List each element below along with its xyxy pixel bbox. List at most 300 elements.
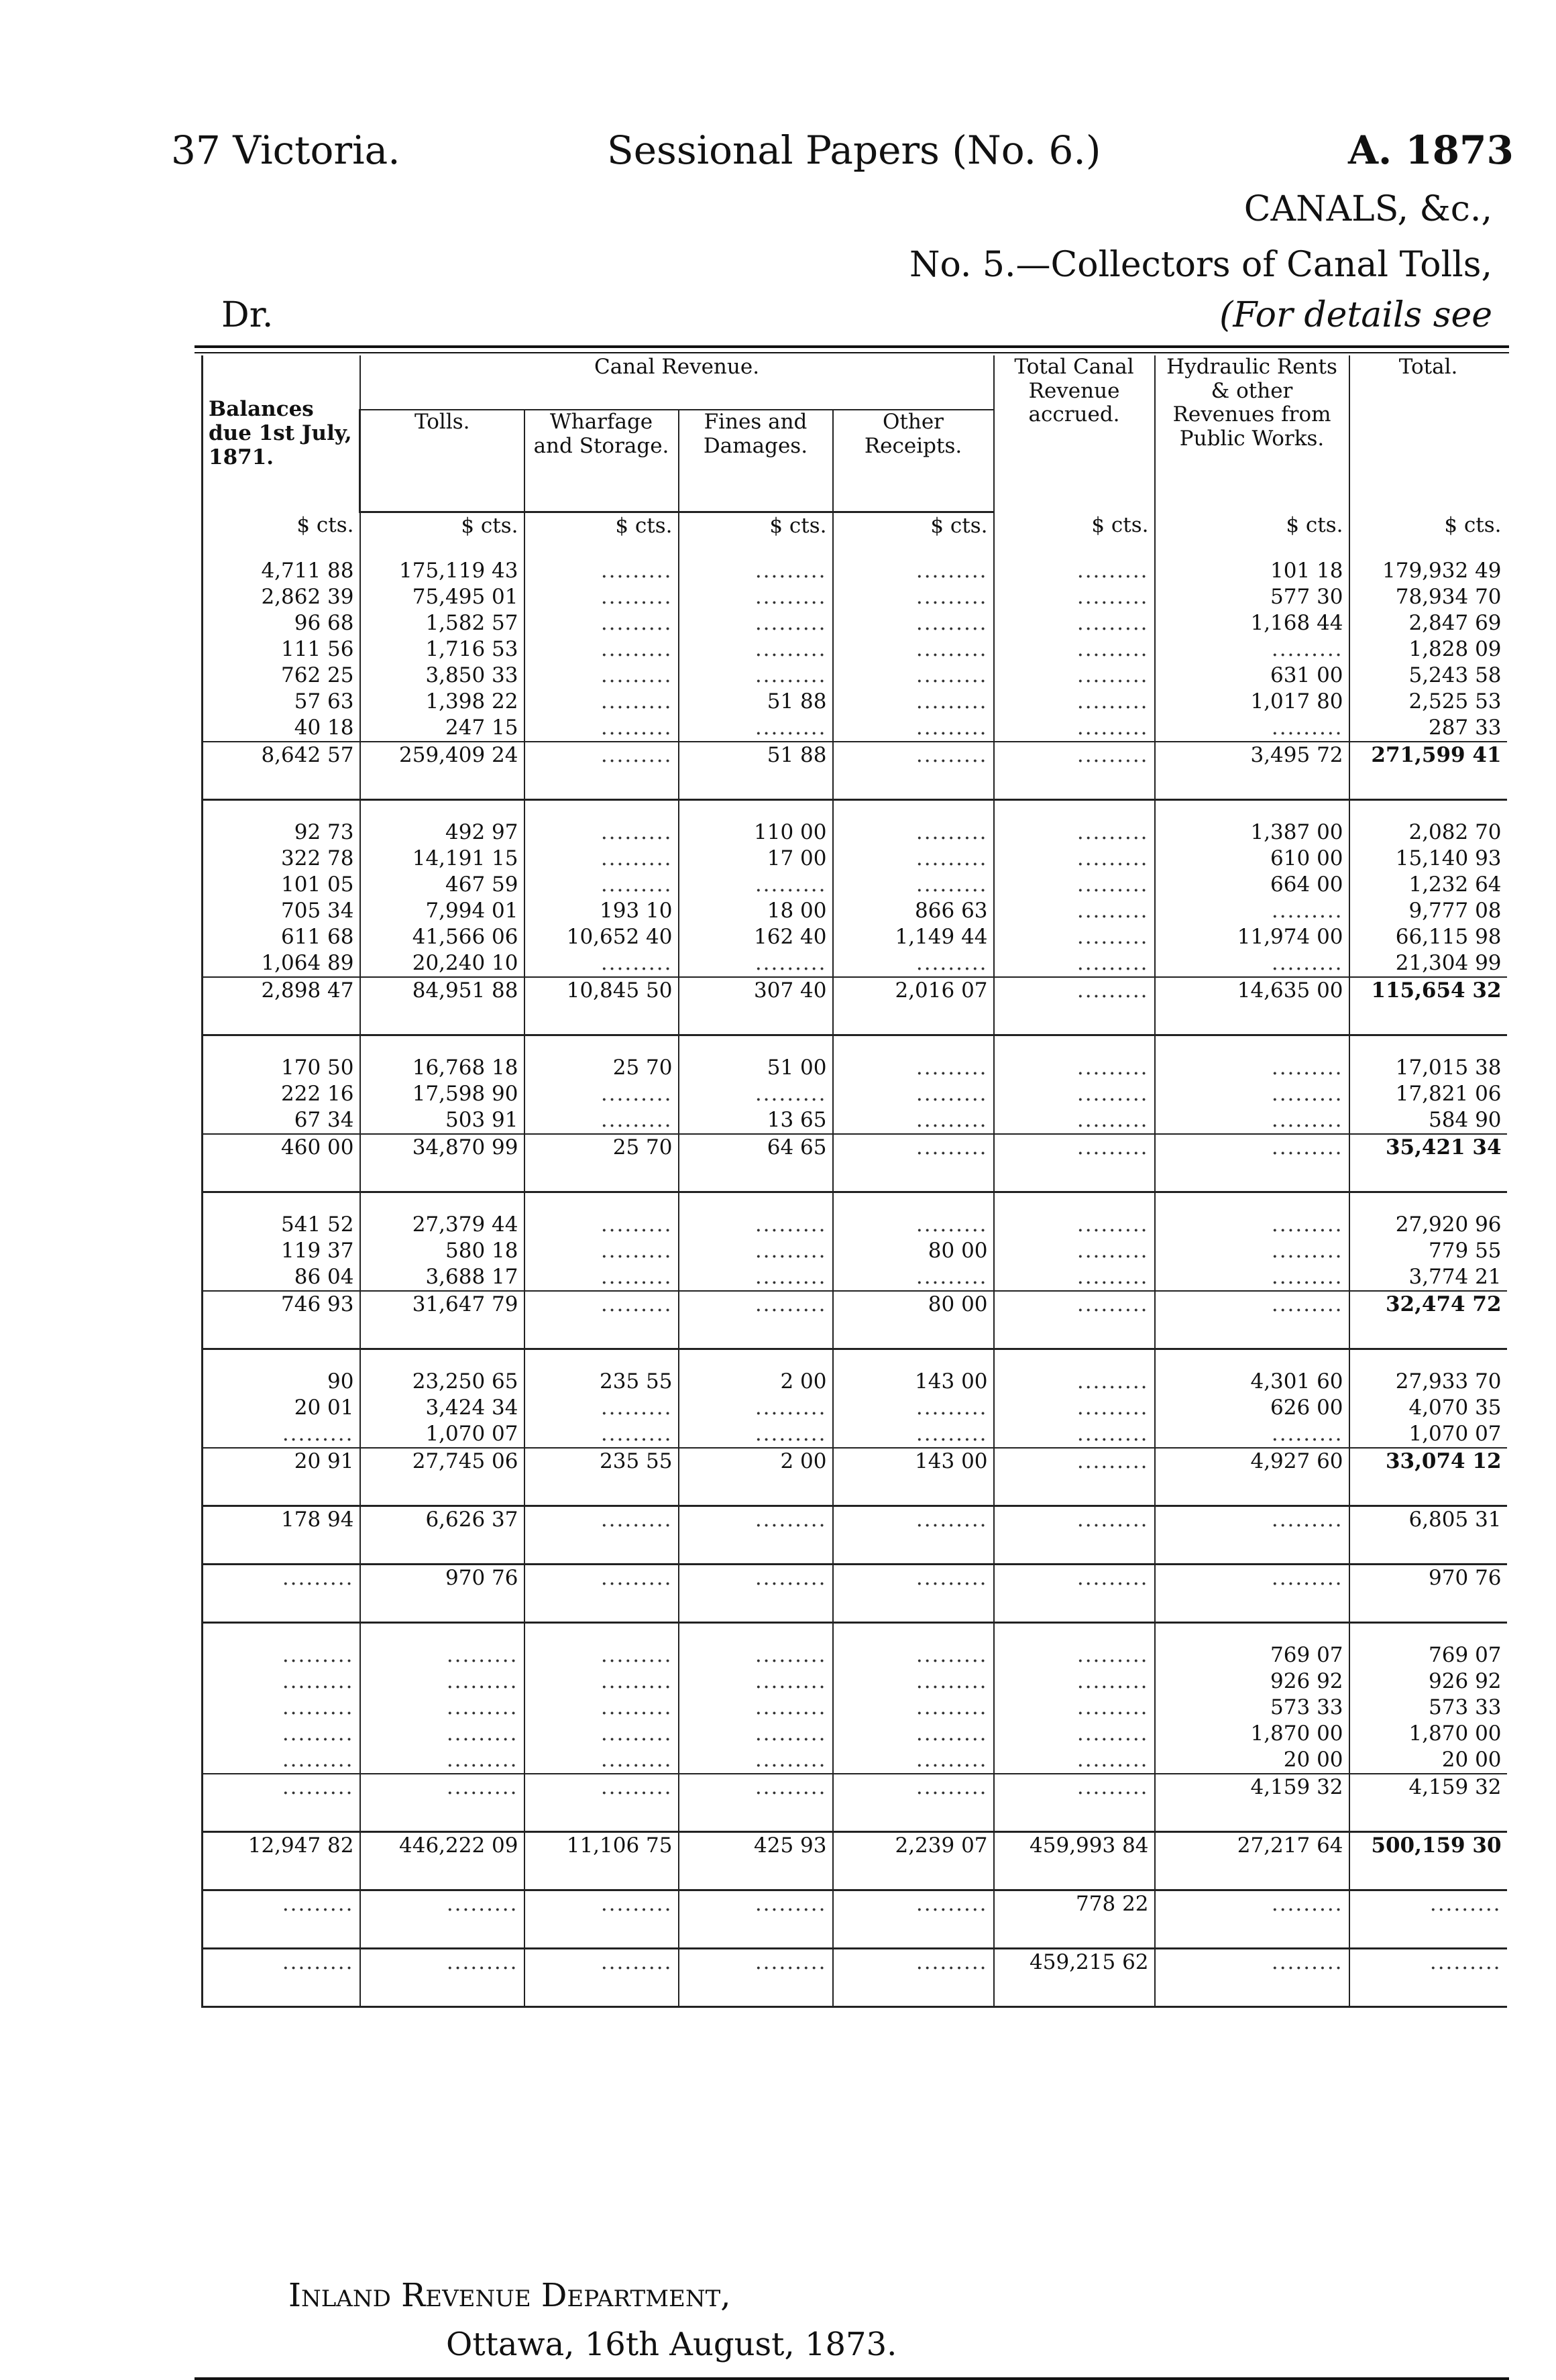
header-heading: No. 5.—Collectors of Canal Tolls, (909, 245, 1492, 285)
ledger-cell: 20 91 (203, 1448, 360, 1506)
entry-value: ......... (1076, 950, 1149, 975)
footer-rule (194, 2377, 1509, 2380)
ledger-cell: ......... (1155, 1564, 1349, 1622)
ledger-cell (994, 1349, 1155, 1369)
entry-value: 21,304 99 (1395, 950, 1502, 975)
entry-value: ......... (600, 846, 673, 870)
ledger-cell: ......... (1155, 1506, 1349, 1564)
entry-value: 4,711 88 (261, 558, 354, 583)
ledger-cell: 4,159 32 (1155, 1774, 1349, 1832)
ledger-cell (994, 1212, 1155, 1291)
spacer-row (203, 1622, 1507, 1642)
ledger-cell (679, 539, 833, 558)
entry-value: ......... (1076, 663, 1149, 687)
ledger-cell (524, 819, 679, 977)
ledger-cell: 2,016 07 (833, 977, 994, 1035)
entry-value: ......... (915, 819, 988, 844)
ledger-cell: ......... (833, 1506, 994, 1564)
entry-value: 3,850 33 (425, 663, 518, 687)
entry-value: ......... (1076, 1238, 1149, 1263)
ledger-cell (679, 558, 833, 742)
ledger-cell: ......... (679, 1291, 833, 1349)
ledger-cell (994, 1622, 1155, 1642)
ledger-cell (679, 1622, 833, 1642)
subtotal-row (203, 1291, 1507, 1349)
ledger-cell: 459,993 84 (994, 1831, 1155, 1890)
entry-value: ......... (600, 950, 673, 975)
header-rule (194, 345, 1509, 348)
ledger-cell: ......... (679, 1948, 833, 2006)
entry-value: 7,994 01 (425, 898, 518, 923)
entry-value: ......... (1076, 1081, 1149, 1106)
entry-value: ......... (1076, 1668, 1149, 1693)
ledger-cell (524, 1212, 679, 1291)
entry-value: ......... (282, 1642, 354, 1667)
units-row (203, 512, 1507, 539)
ledger-cell (679, 819, 833, 977)
entry-value: ......... (915, 1395, 988, 1420)
col-total-canal: Total Canal Revenue accrued. (994, 355, 1155, 512)
ledger-cell (833, 819, 994, 977)
entry-value: 51 88 (767, 689, 827, 714)
ledger-cell (360, 1349, 524, 1369)
entry-value: ......... (1076, 1421, 1149, 1446)
entry-value: ......... (915, 1695, 988, 1719)
entry-value: 631 00 (1270, 663, 1343, 687)
entry-value: 235 55 (600, 1369, 673, 1394)
footer-department: Inland Revenue Department, (288, 2277, 731, 2314)
ledger-cell: 6,805 31 (1349, 1506, 1507, 1564)
ledger-cell (360, 1369, 524, 1448)
ledger-cell: 35,421 34 (1349, 1134, 1507, 1192)
ledger-cell: ......... (679, 1506, 833, 1564)
entry-value: ......... (755, 1212, 827, 1237)
ledger-cell: ......... (360, 1774, 524, 1832)
ledger-cell: 2,239 07 (833, 1831, 994, 1890)
ledger-cell: ......... (994, 977, 1155, 1035)
ledger-cell (1155, 1622, 1349, 1642)
ledger-cell (833, 1642, 994, 1774)
entry-value: 20 01 (294, 1395, 354, 1420)
entry-rows (203, 1642, 1507, 1774)
entry-value: 222 16 (281, 1081, 354, 1106)
entry-value: ......... (1076, 689, 1149, 714)
ledger-cell (203, 1349, 360, 1369)
entry-value: ......... (755, 1642, 827, 1667)
entry-value: ......... (282, 1721, 354, 1746)
entry-value: ......... (1076, 636, 1149, 661)
entry-value: 17,598 90 (412, 1081, 518, 1106)
entry-value: 3,424 34 (425, 1395, 518, 1420)
ledger-cell (203, 1642, 360, 1774)
ledger-cell (360, 1622, 524, 1642)
spacer-row (203, 1035, 1507, 1055)
entry-value: ......... (1076, 558, 1149, 583)
ledger-cell (524, 799, 679, 819)
entry-value: 287 33 (1429, 715, 1502, 740)
unit-cell: $ cts. (833, 512, 994, 539)
entry-value: 13 65 (767, 1107, 827, 1132)
header-title: Sessional Papers (No. 6.) (607, 127, 1101, 173)
entry-value: ......... (600, 715, 673, 740)
entry-value: 111 56 (281, 636, 354, 661)
entry-value: ......... (600, 1695, 673, 1719)
ledger-cell: ......... (1155, 1890, 1349, 1948)
entry-value: ......... (1076, 1107, 1149, 1132)
ledger-cell: 12,947 82 (203, 1831, 360, 1890)
ledger-cell: ......... (994, 1774, 1155, 1832)
entry-value: ......... (1271, 950, 1343, 975)
entry-value: 467 59 (445, 872, 518, 897)
entry-value: ......... (1271, 1081, 1343, 1106)
subtotal-row (203, 1890, 1507, 1948)
ledger-cell: 8,642 57 (203, 742, 360, 800)
ledger-cell (203, 1212, 360, 1291)
entry-value: 577 30 (1270, 584, 1343, 609)
ledger-cell: ......... (994, 742, 1155, 800)
ledger-cell: 235 55 (524, 1448, 679, 1506)
entry-value: ......... (755, 636, 827, 661)
entry-value: ......... (600, 1721, 673, 1746)
unit-cell: $ cts. (1155, 512, 1349, 539)
entry-value: 179,932 49 (1382, 558, 1502, 583)
entry-value: 119 37 (281, 1238, 354, 1263)
col-balances: Balances due 1st July, 1871. (203, 355, 360, 512)
ledger-cell: 34,870 99 (360, 1134, 524, 1192)
entry-value: 27,933 70 (1395, 1369, 1502, 1394)
entry-value: 27,379 44 (412, 1212, 518, 1237)
entry-value: 66,115 98 (1395, 924, 1502, 949)
ledger-cell (203, 558, 360, 742)
subtotal-row (203, 977, 1507, 1035)
ledger-cell: 27,745 06 (360, 1448, 524, 1506)
ledger-cell: 446,222 09 (360, 1831, 524, 1890)
ledger-cell (1155, 799, 1349, 819)
entry-value: 926 92 (1429, 1668, 1502, 1693)
col-total: Total. (1349, 355, 1507, 512)
entry-value: 779 55 (1429, 1238, 1502, 1263)
ledger-cell (1349, 799, 1507, 819)
entry-value: ......... (600, 1421, 673, 1446)
entry-value: ......... (600, 1747, 673, 1772)
ledger-cell: 25 70 (524, 1134, 679, 1192)
ledger-cell (994, 1642, 1155, 1774)
entry-rows (203, 819, 1507, 977)
entry-value: 769 07 (1270, 1642, 1343, 1667)
ledger-cell: 425 93 (679, 1831, 833, 1890)
ledger-cell: 178 94 (203, 1506, 360, 1564)
entry-value: ......... (755, 1395, 827, 1420)
ledger-body (203, 512, 1507, 2007)
ledger-cell: 970 76 (360, 1564, 524, 1622)
entry-value: 78,934 70 (1395, 584, 1502, 609)
entry-value: 27,920 96 (1395, 1212, 1502, 1237)
entry-value: 80 00 (928, 1238, 988, 1263)
entry-value: ......... (1076, 715, 1149, 740)
entry-value: ......... (755, 950, 827, 975)
ledger-cell (994, 1369, 1155, 1448)
entry-value: 1,387 00 (1250, 819, 1343, 844)
entry-value: ......... (1076, 924, 1149, 949)
ledger-cell: ......... (833, 1134, 994, 1192)
entry-value: 40 18 (294, 715, 354, 740)
subtotal-row (203, 742, 1507, 800)
entry-value: ......... (446, 1695, 518, 1719)
entry-value: 17,821 06 (1395, 1081, 1502, 1106)
entry-value: 580 18 (445, 1238, 518, 1263)
ledger-cell (524, 1349, 679, 1369)
entry-value: ......... (915, 636, 988, 661)
spacer-row (203, 539, 1507, 558)
entry-value: ......... (1076, 1642, 1149, 1667)
entry-value: ......... (915, 846, 988, 870)
ledger-cell: 307 40 (679, 977, 833, 1035)
entry-value: 20,240 10 (412, 950, 518, 975)
unit-cell: $ cts. (994, 512, 1155, 539)
ledger-cell (679, 1212, 833, 1291)
ledger-cell: 33,074 12 (1349, 1448, 1507, 1506)
entry-value: ......... (1076, 610, 1149, 635)
ledger-cell (360, 799, 524, 819)
ledger-cell: ......... (524, 1774, 679, 1832)
ledger-cell: 84,951 88 (360, 977, 524, 1035)
ledger-cell: ......... (833, 1774, 994, 1832)
entry-rows (203, 1369, 1507, 1448)
entry-value: 57 63 (294, 689, 354, 714)
entry-value: 926 92 (1270, 1668, 1343, 1693)
entry-value: ......... (915, 610, 988, 635)
col-wharfage: Wharfage and Storage. (524, 410, 679, 512)
entry-value: ......... (915, 950, 988, 975)
entry-value: 96 68 (294, 610, 354, 635)
ledger-table (201, 355, 1507, 2008)
entry-value: 1,582 57 (425, 610, 518, 635)
entry-value: 2,862 39 (261, 584, 354, 609)
ledger-cell: ......... (203, 1948, 360, 2006)
entry-value: 1,168 44 (1250, 610, 1343, 635)
header-rule-thin (194, 352, 1509, 353)
ledger-cell (1155, 819, 1349, 977)
entry-value: 492 97 (445, 819, 518, 844)
ledger-cell (833, 1192, 994, 1212)
ledger-cell: 10,845 50 (524, 977, 679, 1035)
entry-value: 1,070 07 (1408, 1421, 1502, 1446)
ledger-cell: 14,635 00 (1155, 977, 1349, 1035)
entry-value: 90 (327, 1369, 354, 1394)
entry-value: 110 00 (754, 819, 827, 844)
entry-value: ......... (755, 1238, 827, 1263)
entry-rows (203, 1212, 1507, 1291)
entry-value: 4,301 60 (1250, 1369, 1343, 1394)
ledger-cell (1155, 1035, 1349, 1055)
ledger-cell: ......... (679, 1890, 833, 1948)
ledger-cell: 459,215 62 (994, 1948, 1155, 2006)
ledger-cell: ......... (203, 1564, 360, 1622)
entry-value: 762 25 (281, 663, 354, 687)
ledger-cell (833, 558, 994, 742)
ledger-cell (203, 1192, 360, 1212)
entry-value: 2,847 69 (1408, 610, 1502, 635)
ledger-cell (833, 1055, 994, 1134)
entry-value: 20 00 (1441, 1747, 1502, 1772)
ledger-cell (524, 1035, 679, 1055)
ledger-cell (203, 1369, 360, 1448)
entry-value: ......... (915, 1747, 988, 1772)
col-other: Other Receipts. (833, 410, 994, 512)
entry-value: ......... (915, 1212, 988, 1237)
spacer-row (203, 1192, 1507, 1212)
entry-value: ......... (915, 584, 988, 609)
entry-value: ......... (915, 715, 988, 740)
entry-value: ......... (915, 1081, 988, 1106)
entry-value: ......... (755, 558, 827, 583)
header-year: A. 1873 (1348, 127, 1514, 173)
entry-value: ......... (600, 1642, 673, 1667)
ledger-cell (1155, 1642, 1349, 1774)
ledger-cell (994, 819, 1155, 977)
entry-value: 175,119 43 (399, 558, 518, 583)
entry-value: ......... (282, 1421, 354, 1446)
ledger-cell: ......... (1155, 1948, 1349, 2006)
entry-value: ......... (600, 584, 673, 609)
ledger-cell (203, 819, 360, 977)
entry-value: 1,870 00 (1250, 1721, 1343, 1746)
ledger-cell (203, 1622, 360, 1642)
subtotal-row (203, 1448, 1507, 1506)
ledger-cell (833, 1349, 994, 1369)
entry-value: 41,566 06 (412, 924, 518, 949)
entry-value: ......... (446, 1747, 518, 1772)
entry-value: 1,870 00 (1408, 1721, 1502, 1746)
col-fines: Fines and Damages. (679, 410, 833, 512)
ledger-cell: 27,217 64 (1155, 1831, 1349, 1890)
entry-value: 5,243 58 (1408, 663, 1502, 687)
entry-value: ......... (600, 636, 673, 661)
ledger-cell (1349, 1622, 1507, 1642)
ledger-cell (360, 1192, 524, 1212)
entry-value: ......... (282, 1747, 354, 1772)
ledger-cell: ......... (833, 742, 994, 800)
ledger-cell (1349, 819, 1507, 977)
entry-value: ......... (915, 872, 988, 897)
ledger-cell (524, 1622, 679, 1642)
entry-value: ......... (600, 1081, 673, 1106)
unit-cell: $ cts. (360, 512, 524, 539)
ledger-cell (203, 539, 360, 558)
entry-value: 10,652 40 (566, 924, 673, 949)
entry-value: ......... (600, 819, 673, 844)
ledger-cell (679, 1055, 833, 1134)
entry-value: ......... (600, 872, 673, 897)
ledger-cell: ......... (994, 1448, 1155, 1506)
ledger-cell: ......... (994, 1134, 1155, 1192)
entry-rows (203, 1055, 1507, 1134)
entry-value: ......... (1076, 1369, 1149, 1394)
ledger-cell (360, 539, 524, 558)
ledger-cell (1349, 1369, 1507, 1448)
entry-value: ......... (600, 1238, 673, 1263)
entry-value: ......... (600, 1212, 673, 1237)
entry-value: 67 34 (294, 1107, 354, 1132)
ledger-cell (524, 539, 679, 558)
entry-value: ......... (1271, 1238, 1343, 1263)
ledger-cell (994, 1192, 1155, 1212)
entry-value: ......... (600, 558, 673, 583)
ledger-cell: 32,474 72 (1349, 1291, 1507, 1349)
ledger-cell: 2,898 47 (203, 977, 360, 1035)
ledger-cell: 64 65 (679, 1134, 833, 1192)
ledger-cell: 3,495 72 (1155, 742, 1349, 800)
ledger-cell: ......... (679, 1564, 833, 1622)
entry-value: 16,768 18 (412, 1055, 518, 1080)
ledger-cell (524, 558, 679, 742)
ledger-cell (833, 799, 994, 819)
ledger-cell: 115,654 32 (1349, 977, 1507, 1035)
entry-value: ......... (1076, 584, 1149, 609)
ledger-cell (1349, 558, 1507, 742)
entry-value: 143 00 (915, 1369, 988, 1394)
entry-value: ......... (1076, 898, 1149, 923)
entry-value: ......... (282, 1668, 354, 1693)
entry-value: 705 34 (281, 898, 354, 923)
entry-value: 247 15 (445, 715, 518, 740)
entry-value: ......... (446, 1721, 518, 1746)
ledger-cell: 4,159 32 (1349, 1774, 1507, 1832)
entry-value: 20 00 (1283, 1747, 1343, 1772)
ledger-cell (1155, 558, 1349, 742)
header-section: CANALS, &c., (1243, 189, 1492, 229)
ledger-cell: ......... (1155, 1134, 1349, 1192)
ledger-cell: ......... (1349, 1948, 1507, 2006)
ledger-cell: ......... (524, 1948, 679, 2006)
entry-value: ......... (1076, 1264, 1149, 1289)
entry-value: ......... (1076, 1212, 1149, 1237)
ledger-cell (524, 1055, 679, 1134)
entry-value: ......... (1271, 1055, 1343, 1080)
entry-value: ......... (1271, 715, 1343, 740)
ledger-cell (1155, 1349, 1349, 1369)
entry-value: 162 40 (754, 924, 827, 949)
entry-value: ......... (755, 1747, 827, 1772)
ledger-cell (833, 539, 994, 558)
entry-value: ......... (915, 1264, 988, 1289)
ledger-cell: ......... (360, 1948, 524, 2006)
ledger-cell: ......... (203, 1774, 360, 1832)
ledger-cell: ......... (524, 1890, 679, 1948)
ledger-cell: 6,626 37 (360, 1506, 524, 1564)
entry-value: ......... (755, 1668, 827, 1693)
entry-value: ......... (1076, 819, 1149, 844)
ledger-cell (1349, 539, 1507, 558)
entry-value: ......... (600, 1668, 673, 1693)
entry-value: 664 00 (1270, 872, 1343, 897)
ledger-cell (679, 799, 833, 819)
entry-value: ......... (915, 1721, 988, 1746)
entry-value: 1,149 44 (895, 924, 988, 949)
ledger-cell (524, 1369, 679, 1448)
entry-value: ......... (755, 1081, 827, 1106)
entry-value: 1,232 64 (1408, 872, 1502, 897)
entry-value: 1,070 07 (425, 1421, 518, 1446)
subtotal-row (203, 1948, 1507, 2006)
entry-value: 11,974 00 (1237, 924, 1343, 949)
col-hydraulic: Hydraulic Rents & other Revenues from Public Works. (1155, 355, 1349, 512)
entry-value: 101 18 (1270, 558, 1343, 583)
entry-value: ......... (1271, 636, 1343, 661)
entry-value: 25 70 (612, 1055, 673, 1080)
ledger-cell (1155, 1055, 1349, 1134)
header-session: 37 Victoria. (171, 127, 400, 173)
